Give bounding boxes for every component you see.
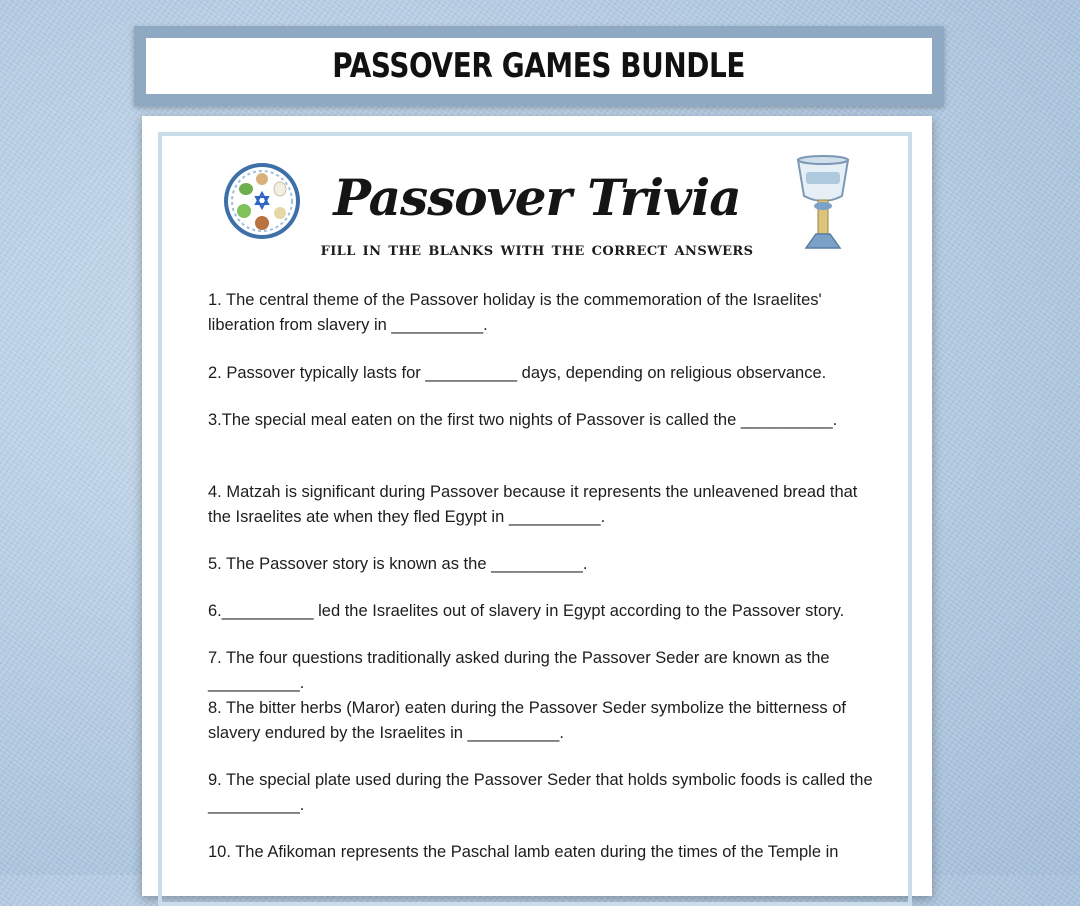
banner-title: PASSOVER GAMES BUNDLE — [332, 46, 746, 86]
question-5: 5. The Passover story is known as the __________. — [208, 555, 588, 573]
worksheet-subtitle: FILL IN THE BLANKS WITH THE CORRECT ANSWERS — [320, 244, 754, 259]
worksheet-title: Passover Trivia — [333, 168, 741, 227]
question-3: 3.The special meal eaten on the first two nights of Passover is called the __________. — [208, 411, 838, 429]
worksheet-page — [142, 116, 932, 896]
question-8: 8. The bitter herbs (Maror) eaten during the Passover Seder symbolize the bitterness of slavery endured by the Israelites in __________. — [208, 699, 847, 742]
banner-inner — [146, 38, 932, 94]
question-6: 6.__________ led the Israelites out of slavery in Egypt according to the Passover story. — [208, 602, 845, 620]
question-10: 10. The Afikoman represents the Paschal lamb eaten during the times of the Temple in — [208, 843, 839, 861]
question-1: 1. The central theme of the Passover holiday is the commemoration of the Israelites' liberation from slavery in __________. — [208, 291, 822, 334]
question-2: 2. Passover typically lasts for __________ days, depending on religious observance. — [208, 364, 827, 382]
banner — [134, 26, 944, 106]
question-9: 9. The special plate used during the Passover Seder that holds symbolic foods is called the __________. — [208, 771, 873, 814]
question-4: 4. Matzah is significant during Passover because it represents the unleavened bread that the Israelites ate when they fled Egypt in __________. — [208, 483, 858, 526]
question-7: 7. The four questions traditionally asked during the Passover Seder are known as the __________. — [208, 649, 830, 692]
